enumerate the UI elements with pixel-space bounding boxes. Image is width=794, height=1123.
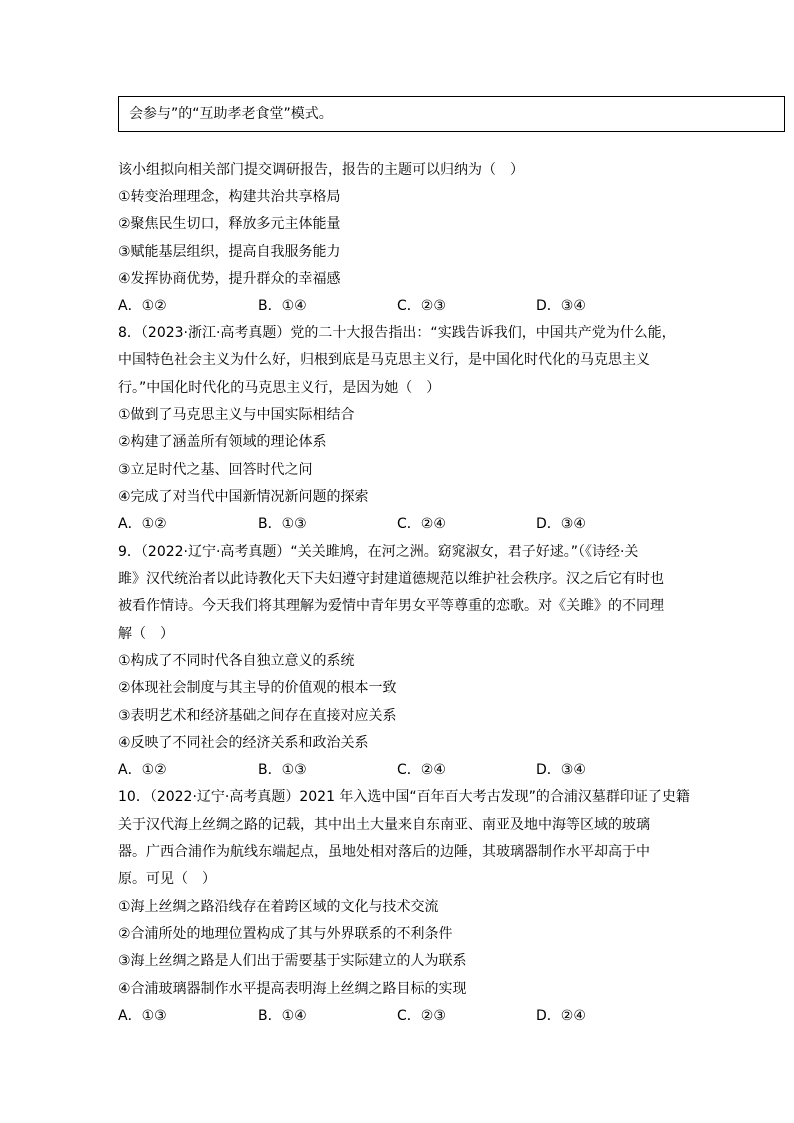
q10-stem-line-4: 原。可见（ ） <box>118 871 216 887</box>
q9-stem-line-1: 9．（2022·辽宁·高考真题）“关关雎鸠，在河之洲。窈窕淑女，君子好逑。”（《诗经·关 <box>118 544 639 560</box>
q10-stem-line-2: 关于汉代海上丝绸之路的记载，其中出土大量来自东南亚、南亚及地中海等区域的玻璃 <box>118 817 650 833</box>
q8-item-3: ③立足时代之基、回答时代之问 <box>118 462 313 478</box>
q7-item-4: ④发挥协商优势，提升群众的幸福感 <box>118 271 341 287</box>
q8-option-a: A．①② <box>118 516 167 532</box>
q10-item-1: ①海上丝绸之路沿线存在着跨区域的文化与技术交流 <box>118 899 439 915</box>
q8-item-1: ①做到了马克思主义与中国实际相结合 <box>118 407 355 423</box>
q10-option-c: C．②③ <box>397 1008 446 1024</box>
q7-item-2: ②聚焦民生切口，释放多元主体能量 <box>118 216 341 232</box>
q9-option-a: A．①② <box>118 762 167 778</box>
q8-option-b: B．①③ <box>258 516 307 532</box>
q9-stem-line-4: 解（ ） <box>118 626 174 642</box>
q9-item-3: ③表明艺术和经济基础之间存在直接对应关系 <box>118 708 397 724</box>
q10-option-d: D．②④ <box>536 1008 586 1024</box>
material-box <box>118 96 785 132</box>
q8-stem-line-3: 行。”中国化时代化的马克思主义行，是因为她（ ） <box>118 380 441 396</box>
q10-stem-line-1: 10．（2022·辽宁·高考真题）2021 年入选中国“百年百大考古发现”的合浦汉墓群印证了史籍 <box>118 789 690 805</box>
q7-option-b: B．①④ <box>258 298 307 314</box>
q7-item-1: ①转变治理理念，构建共治共享格局 <box>118 189 341 205</box>
q8-option-c: C．②④ <box>397 516 446 532</box>
q8-item-2: ②构建了涵盖所有领域的理论体系 <box>118 434 327 450</box>
q9-option-c: C．②④ <box>397 762 446 778</box>
q9-stem-line-3: 被看作情诗。今天我们将其理解为爱情中青年男女平等尊重的恋歌。对《关雎》的不同理 <box>118 598 664 614</box>
q10-item-2: ②合浦所处的地理位置构成了其与外界联系的不利条件 <box>118 926 453 942</box>
q10-stem-line-3: 器。广西合浦作为航线东端起点，虽地处相对落后的边陲，其玻璃器制作水平却高于中 <box>118 844 650 860</box>
q7-stem: 该小组拟向相关部门提交调研报告，报告的主题可以归纳为（ ） <box>118 162 524 178</box>
q10-item-4: ④合浦玻璃器制作水平提高表明海上丝绸之路目标的实现 <box>118 981 467 997</box>
q8-option-d: D．③④ <box>536 516 586 532</box>
material-box-text: 会参与”的“互助孝老食堂”模式。 <box>129 106 333 122</box>
q9-item-4: ④反映了不同社会的经济关系和政治关系 <box>118 735 369 751</box>
q7-option-d: D．③④ <box>536 298 586 314</box>
q7-option-a: A．①② <box>118 298 167 314</box>
q8-item-4: ④完成了对当代中国新情况新问题的探索 <box>118 489 369 505</box>
q9-item-1: ①构成了不同时代各自独立意义的系统 <box>118 653 355 669</box>
q8-stem-line-1: 8．（2023·浙江·高考真题）党的二十大报告指出：“实践告诉我们，中国共产党为什么能， <box>118 325 676 341</box>
q7-option-c: C．②③ <box>397 298 446 314</box>
q9-item-2: ②体现社会制度与其主导的价值观的根本一致 <box>118 680 397 696</box>
q8-stem-line-2: 中国特色社会主义为什么好，归根到底是马克思主义行，是中国化时代化的马克思主义 <box>118 352 650 368</box>
q9-option-b: B．①③ <box>258 762 307 778</box>
q9-option-d: D．③④ <box>536 762 586 778</box>
q9-stem-line-2: 雎》汉代统治者以此诗教化天下夫妇遵守封建道德规范以维护社会秩序。汉之后它有时也 <box>118 571 664 587</box>
q10-item-3: ③海上丝绸之路是人们出于需要基于实际建立的人为联系 <box>118 953 467 969</box>
q7-item-3: ③赋能基层组织，提高自我服务能力 <box>118 244 341 260</box>
q10-option-a: A．①③ <box>118 1008 167 1024</box>
q10-option-b: B．①④ <box>258 1008 307 1024</box>
